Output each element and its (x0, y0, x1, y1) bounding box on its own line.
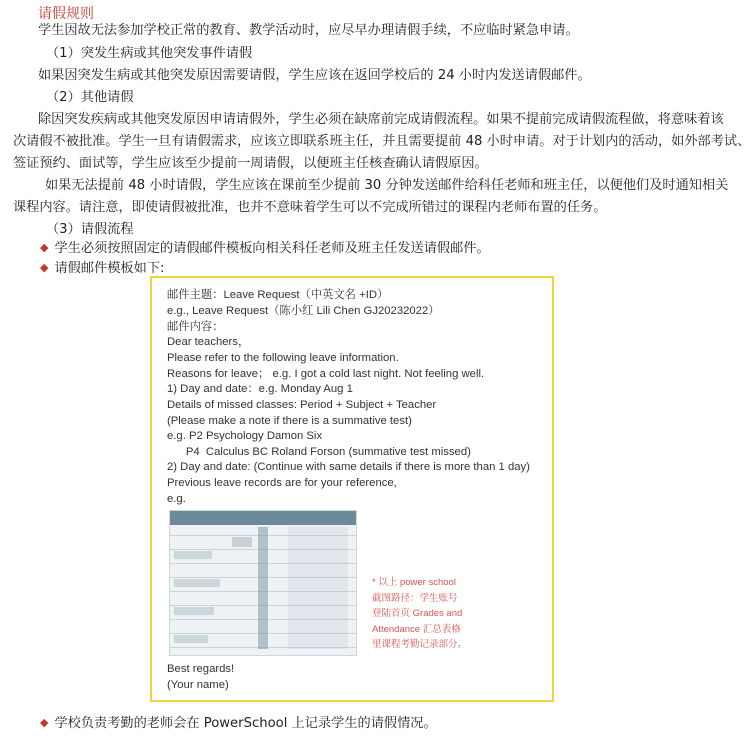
screenshot-blur-block (258, 527, 268, 649)
section1-text: 如果因突发生病或其他突发原因需要请假，学生应该在返回学校后的 24 小时内发送请假邮件。 (38, 68, 591, 83)
screenshot-blur-block (174, 635, 208, 643)
section1-title: （1）突发生病或其他突发事件请假 (46, 46, 253, 61)
diamond-bullet-icon: ◆ (40, 261, 49, 274)
template-signature: (Your name) (167, 679, 229, 691)
screenshot-note-line: 登陆首页 Grades and (372, 608, 463, 619)
screenshot-note-line: 里课程考勤记录部分。 (372, 639, 468, 650)
screenshot-blur-block (174, 579, 220, 587)
screenshot-note-line: 截图路径：学生账号 (372, 593, 458, 604)
template-line: 1) Day and date：e.g. Monday Aug 1 (167, 383, 353, 395)
section2-p2-line1: 如果无法提前 48 小时请假，学生应该在课前至少提前 30 分钟发送邮件给科任老师和班主任，以便他们及时通知相关 (45, 178, 729, 193)
screenshot-blur-block (232, 537, 252, 547)
template-line: e.g., Leave Request（陈小红 Lili Chen GJ20232022） (167, 305, 440, 317)
screenshot-note-line: * 以上 power school (372, 577, 456, 588)
rules-heading: 请假规则 (38, 6, 94, 22)
template-line: (Please make a note if there is a summative test) (167, 415, 412, 427)
section2-p1-line3: 签证预约、面试等，学生应该至少提前一周请假，以便班主任核查确认请假原因。 (13, 156, 488, 171)
screenshot-header (170, 511, 356, 525)
intro-text: 学生因故无法参加学校正常的教育、教学活动时，应尽早办理请假手续，不应临时紧急申请。 (38, 23, 579, 38)
section2-p1-line2: 次请假不被批准。学生一旦有请假需求，应该立即联系班主任，并且需要提前 48 小时申请。对于计划内的活动，如外部考试、 (13, 134, 751, 149)
screenshot-blur-block (174, 551, 212, 559)
template-line: e.g. P2 Psychology Damon Six (167, 430, 323, 442)
bullet-2: ◆ 请假邮件模板如下: (40, 261, 165, 276)
section3-title: （3）请假流程 (46, 222, 134, 237)
template-line: Previous leave records are for your reference, (167, 477, 397, 489)
diamond-bullet-icon: ◆ (40, 241, 49, 254)
template-line: 2) Day and date: (Continue with same details if there is more than 1 day) (167, 461, 530, 473)
bullet-3: ◆ 学校负责考勤的老师会在 PowerSchool 上记录学生的请假情况。 (40, 716, 437, 731)
template-line: Reasons for leave； e.g. I got a cold last night. Not feeling well. (167, 368, 485, 380)
screenshot-blur-block (288, 527, 348, 649)
screenshot-blur-block (174, 607, 214, 615)
template-line: e.g. (167, 493, 186, 505)
template-line: 邮件内容： (167, 321, 224, 333)
section2-title: （2）其他请假 (46, 90, 134, 105)
template-line: Dear teachers， (167, 336, 250, 348)
bullet-1: ◆ 学生必须按照固定的请假邮件模板向相关科任老师及班主任发送请假邮件。 (40, 241, 490, 256)
template-line: Please refer to the following leave information. (167, 352, 399, 364)
section2-p1-line1: 除因突发疾病或其他突发原因申请请假外，学生必须在缺席前完成请假流程。如果不提前完成请假流程做，将意味着该 (38, 112, 724, 127)
template-closing: Best regards! (167, 663, 235, 675)
powerschool-screenshot (169, 510, 357, 656)
template-line: P4 Calculus BC Roland Forson (summative test missed) (167, 446, 471, 458)
screenshot-note-line: Attendance 汇总表格 (372, 624, 461, 635)
template-line: 邮件主题：Leave Request（中英文名 +ID） (167, 289, 389, 301)
diamond-bullet-icon: ◆ (40, 716, 49, 729)
section2-p2-line2: 课程内容。请注意，即使请假被批准，也并不意味着学生可以不完成所错过的课程内老师布置的任务。 (13, 200, 607, 215)
template-line: Details of missed classes: Period + Subject + Teacher (167, 399, 437, 411)
